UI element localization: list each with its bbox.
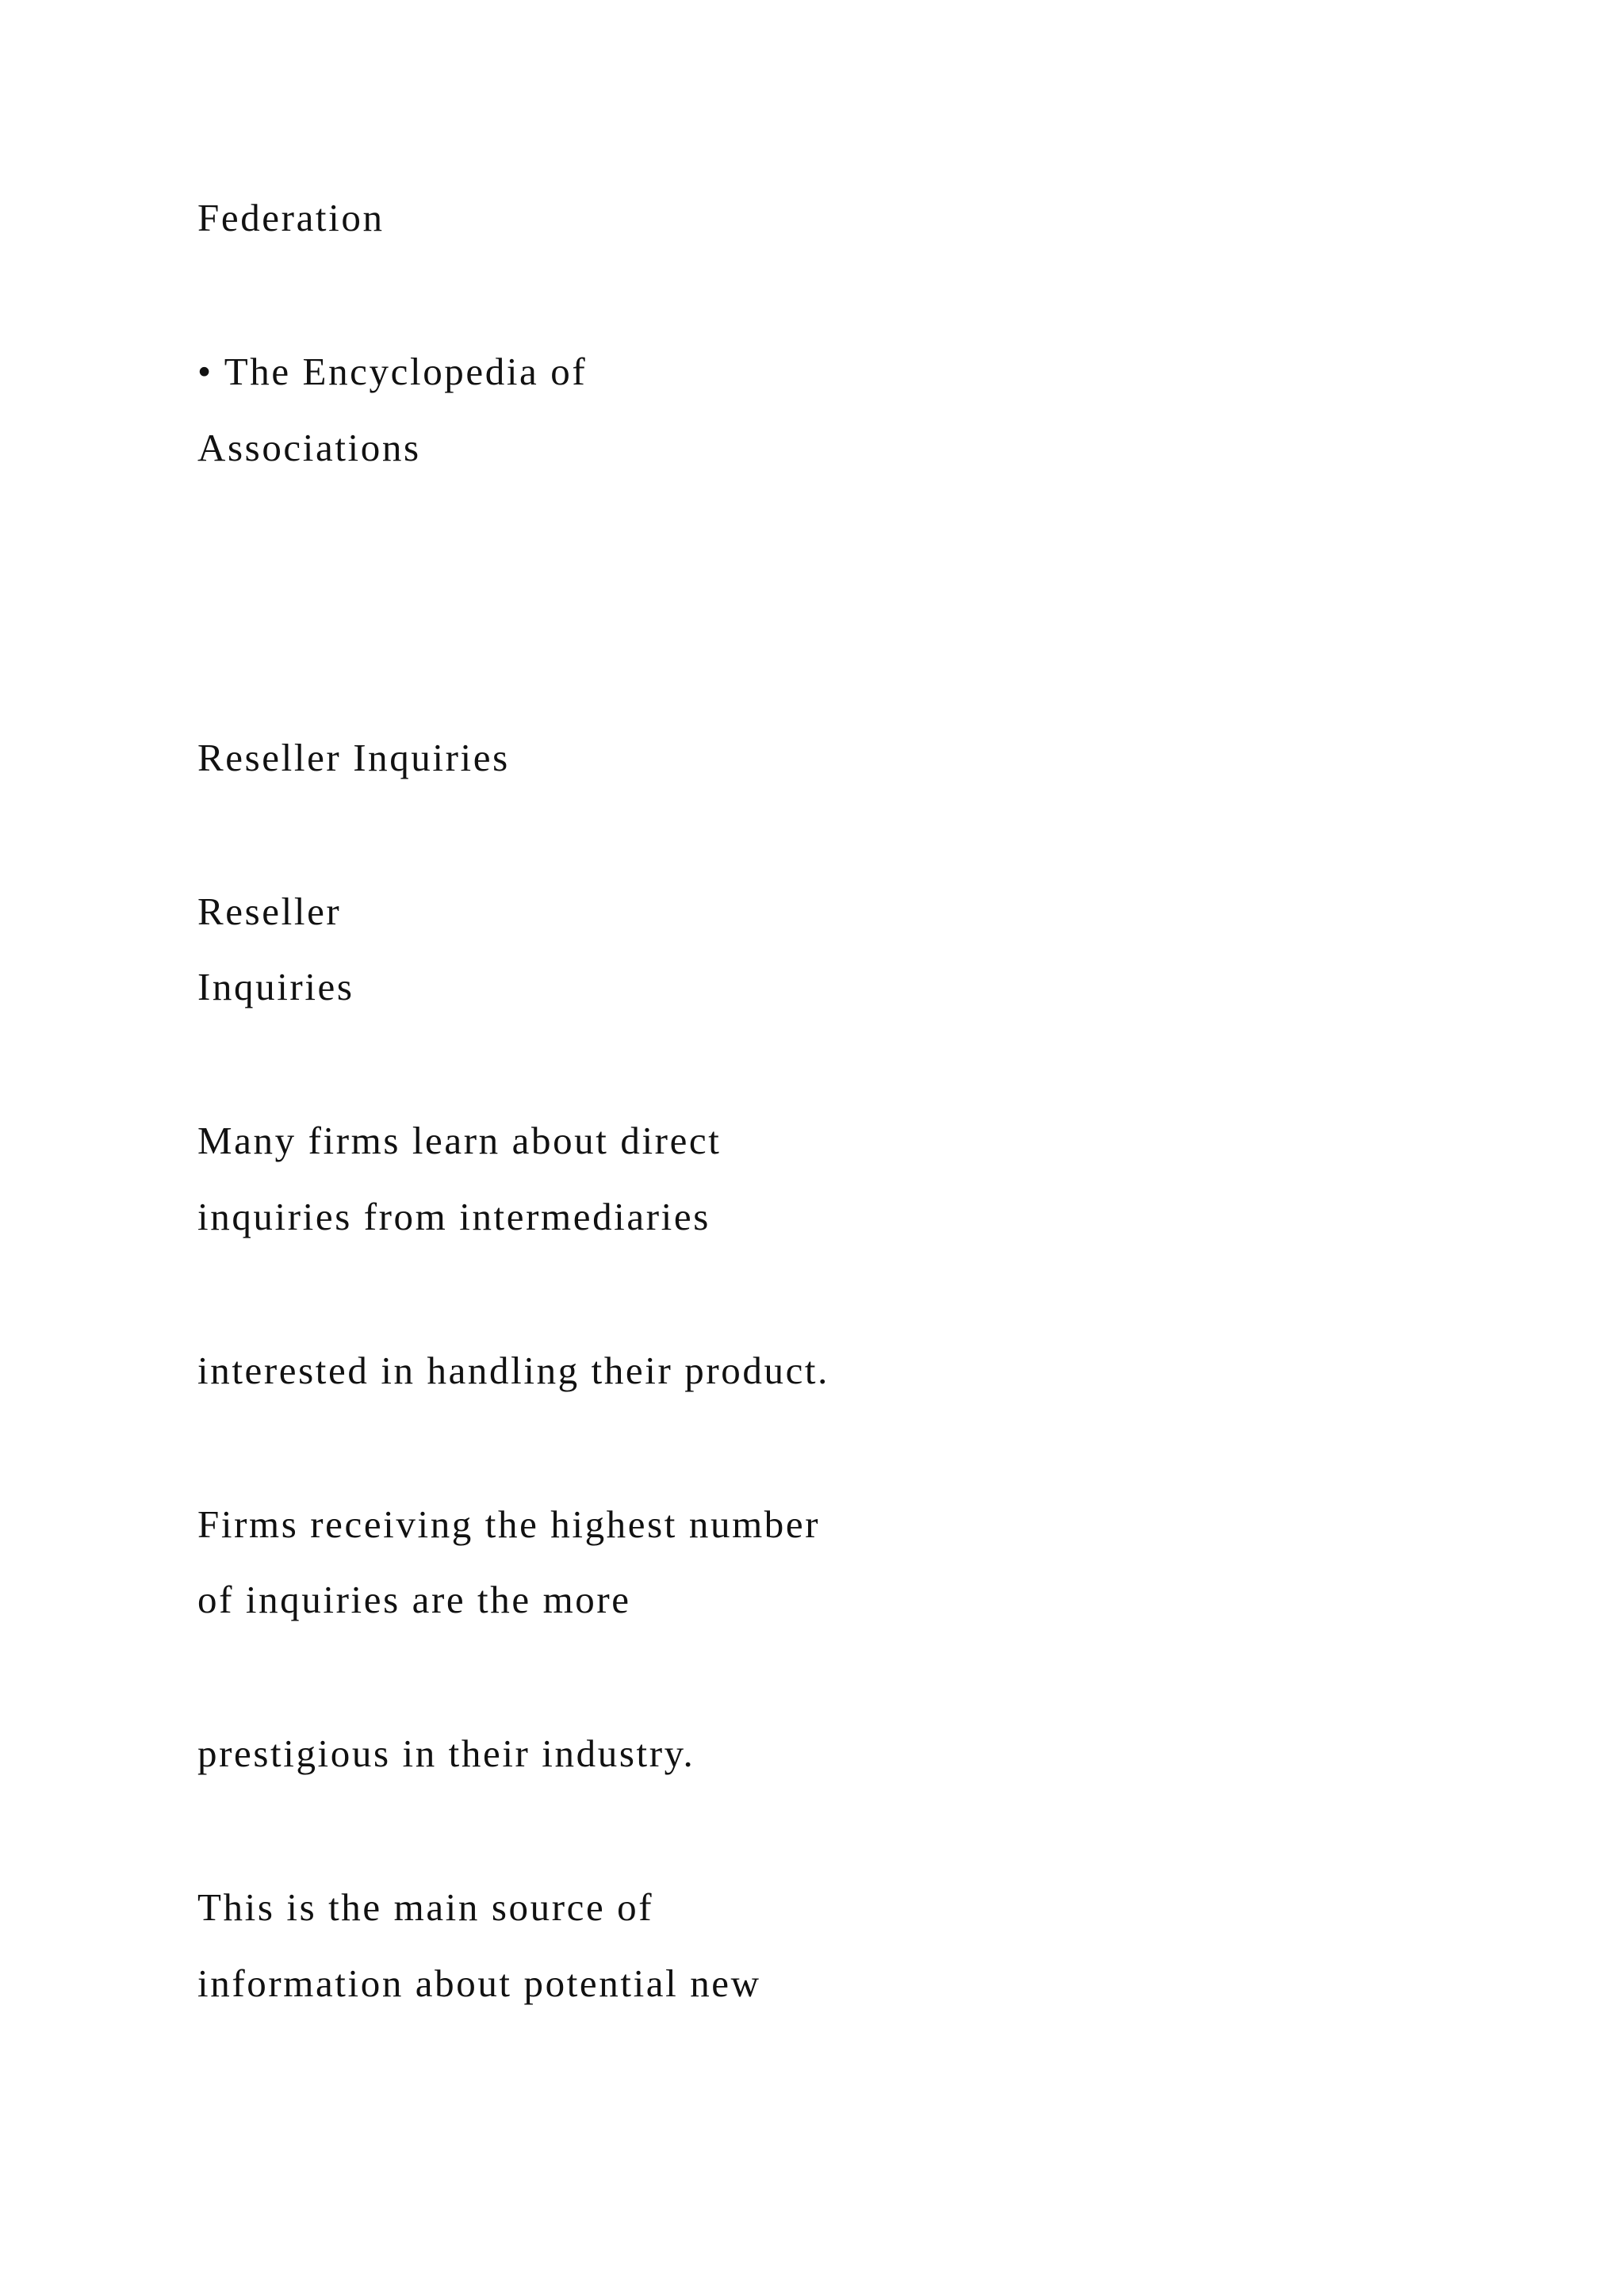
text-line-reseller: Reseller [197,890,342,933]
paragraph-line-prestigious: prestigious in their industry. [197,1732,695,1775]
bullet-item-encyclopedia: • The Encyclopedia of [197,350,588,393]
text-line-inquiries: Inquiries [197,965,354,1008]
text-line-federation: Federation [197,196,385,239]
paragraph-line-information: information about potential new [197,1961,761,2005]
paragraph-line-main-source: This is the main source of [197,1885,654,1929]
section-heading-reseller-inquiries: Reseller Inquiries [197,736,510,779]
paragraph-line-inquiries-from: inquiries from intermediaries [197,1195,710,1238]
paragraph-line-firms-receiving: Firms receiving the highest number [197,1502,821,1546]
text-line-associations: Associations [197,426,421,469]
paragraph-line-of-inquiries: of inquiries are the more [197,1578,631,1621]
paragraph-line-many-firms: Many firms learn about direct [197,1119,722,1162]
paragraph-line-interested: interested in handling their product. [197,1349,829,1392]
